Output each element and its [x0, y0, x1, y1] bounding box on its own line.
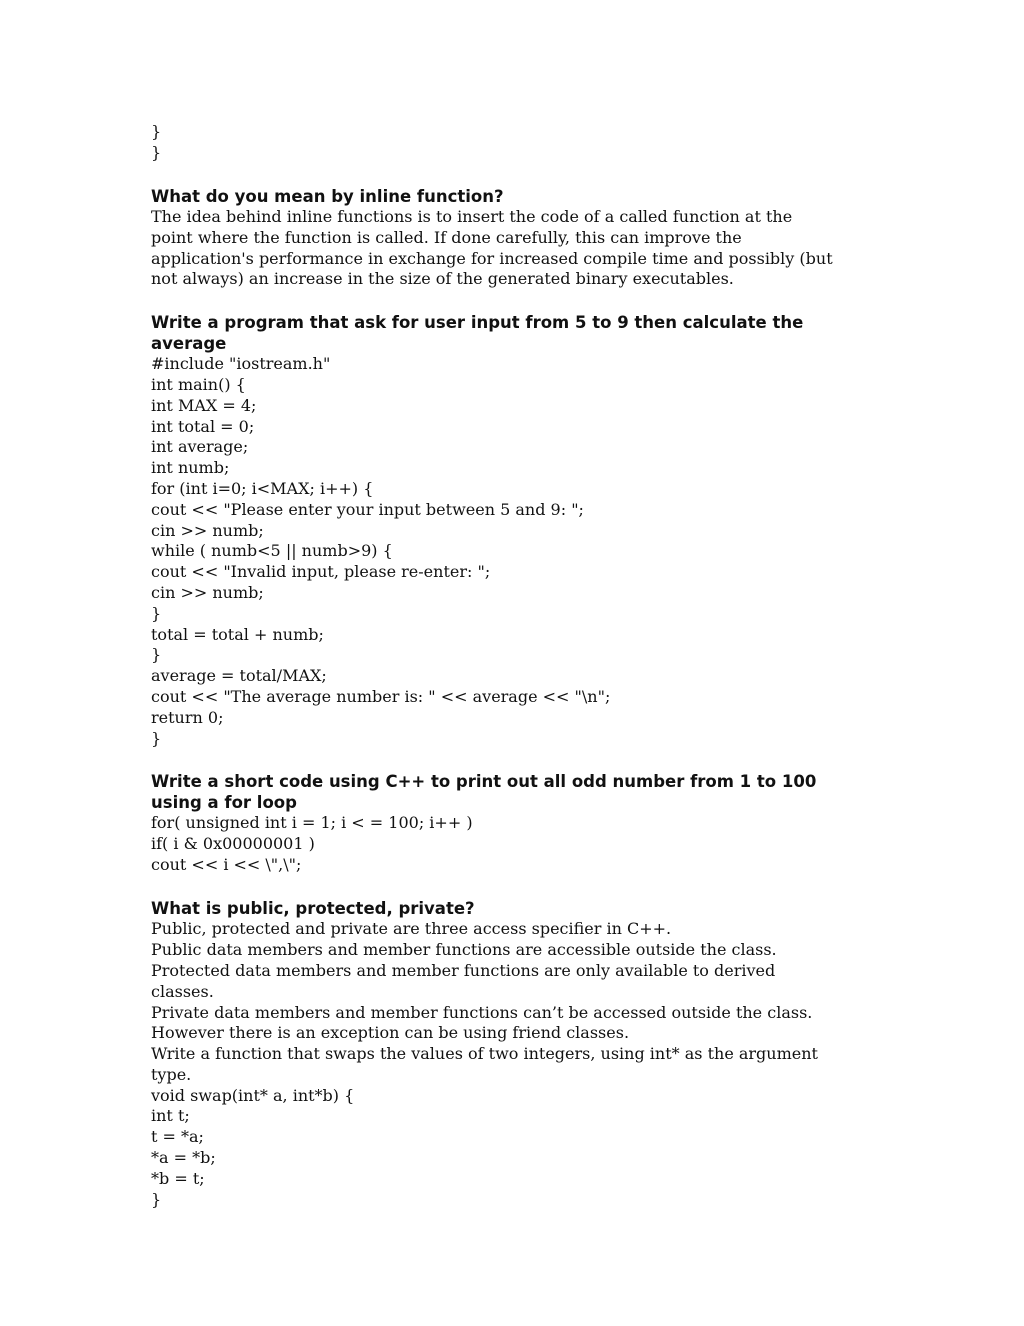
- body-line: However there is an exception can be using friend classes.: [151, 1023, 630, 1043]
- code-line: cout << "Invalid input, please re-enter: ";: [151, 562, 491, 582]
- code-line: cout << i << \",\";: [151, 855, 302, 875]
- code-line: while ( numb<5 || numb>9) {: [151, 541, 393, 561]
- body-line: classes.: [151, 981, 214, 1001]
- body-line: Write a function that swaps the values of two integers, using int* as the argument: [151, 1044, 818, 1064]
- code-line: return 0;: [151, 707, 224, 727]
- code-line: int numb;: [151, 458, 230, 478]
- section-inline-function: [151, 187, 881, 291]
- body-line: application's performance in exchange for increased compile time and possibly (but: [151, 248, 833, 268]
- body-line: type.: [151, 1064, 192, 1084]
- code-line: int main() {: [151, 375, 246, 395]
- code-line: }: [151, 645, 162, 665]
- section-heading-continued: using a for loop: [151, 792, 297, 812]
- code-line: if( i & 0x00000001 ): [151, 834, 315, 854]
- code-line: }: [151, 728, 162, 748]
- body-line: not always) an increase in the size of the generated binary executables.: [151, 269, 734, 289]
- body-line: Private data members and member functions can’t be accessed outside the class.: [151, 1002, 813, 1022]
- code-line: int t;: [151, 1106, 190, 1126]
- top-code-fragment: [151, 122, 881, 164]
- code-line: }: [151, 122, 162, 141]
- section-heading: What is public, protected, private?: [151, 898, 475, 918]
- code-line: t = *a;: [151, 1127, 204, 1147]
- code-line: }: [151, 603, 162, 623]
- code-line: #include "iostream.h": [151, 354, 331, 374]
- body-line: Public data members and member functions are accessible outside the class.: [151, 940, 777, 960]
- section-heading: Write a short code using C++ to print out all odd number from 1 to 100: [151, 772, 817, 792]
- section-average-program: [151, 313, 881, 749]
- document-page: [151, 122, 881, 1210]
- code-line: cout << "Please enter your input between 5 and 9: ";: [151, 499, 584, 519]
- code-line: int total = 0;: [151, 416, 255, 436]
- code-line: for (int i=0; i<MAX; i++) {: [151, 479, 374, 499]
- code-line: cin >> numb;: [151, 583, 264, 603]
- code-line: }: [151, 142, 162, 162]
- code-line: *a = *b;: [151, 1148, 216, 1168]
- code-line: void swap(int* a, int*b) {: [151, 1085, 355, 1105]
- body-line: Public, protected and private are three access specifier in C++.: [151, 919, 672, 939]
- body-line: Protected data members and member functions are only available to derived: [151, 960, 776, 980]
- code-line: }: [151, 1189, 162, 1209]
- section-heading: What do you mean by inline function?: [151, 186, 504, 206]
- code-line: int MAX = 4;: [151, 395, 257, 415]
- code-line: cin >> numb;: [151, 520, 264, 540]
- code-line: for( unsigned int i = 1; i < = 100; i++ ): [151, 813, 473, 833]
- code-line: *b = t;: [151, 1168, 205, 1188]
- section-odd-numbers: [151, 772, 881, 875]
- code-line: total = total + numb;: [151, 624, 324, 644]
- section-access-specifiers: [151, 899, 881, 1211]
- section-heading: Write a program that ask for user input from 5 to 9 then calculate the average: [151, 313, 804, 353]
- code-line: cout << "The average number is: " << average << "\n";: [151, 687, 611, 707]
- code-line: average = total/MAX;: [151, 666, 327, 686]
- body-line: point where the function is called. If done carefully, this can improve the: [151, 227, 742, 247]
- code-line: int average;: [151, 437, 249, 457]
- body-line: The idea behind inline functions is to insert the code of a called function at the: [151, 207, 793, 227]
